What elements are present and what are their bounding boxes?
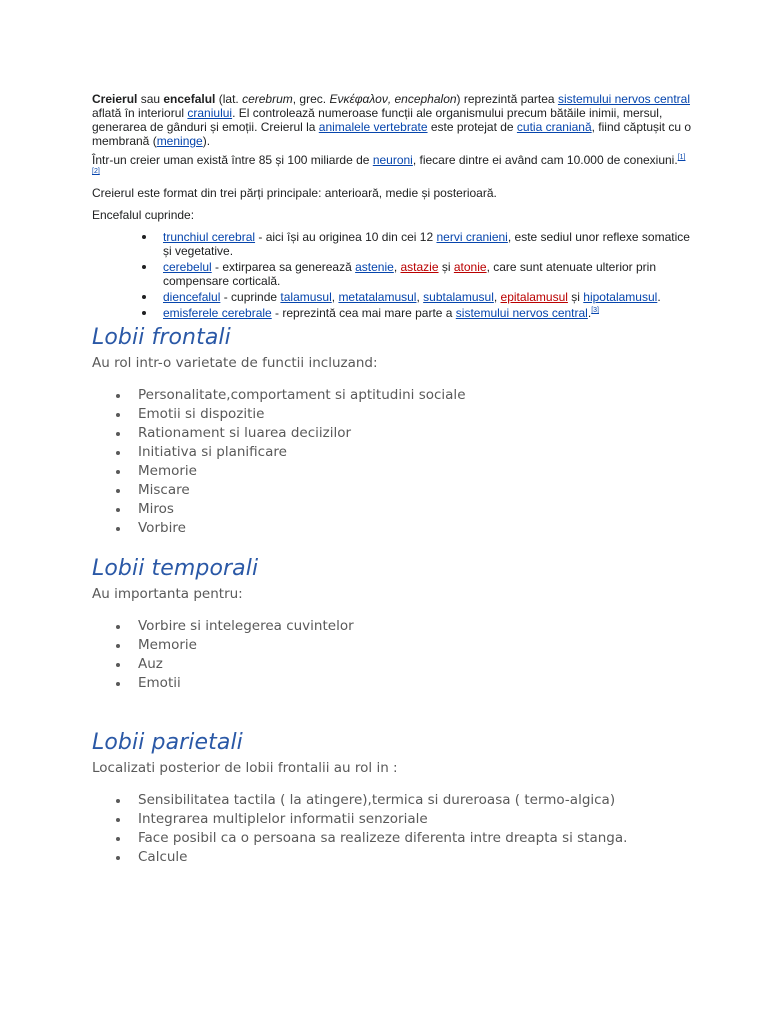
text: ).	[202, 134, 211, 148]
text: și	[438, 260, 454, 274]
link-atonie[interactable]: atonie	[453, 260, 487, 274]
list-item: Calcule	[138, 848, 692, 867]
section-lobii-frontali	[92, 324, 692, 538]
reference-link[interactable]: [3]	[591, 307, 599, 314]
list-item	[163, 230, 692, 258]
text: , grec.	[292, 92, 330, 106]
text: ,	[393, 260, 401, 274]
text: ,	[493, 290, 501, 304]
list-item: Vorbire si intelegerea cuvintelor	[138, 617, 692, 636]
text: - reprezintă cea mai mare parte a	[271, 306, 456, 320]
list-item: Memorie	[138, 462, 692, 481]
section-lobii-temporali	[92, 555, 692, 693]
link-cerebelul[interactable]: cerebelul	[163, 260, 212, 274]
link-sistemului-nervos-central[interactable]: sistemului nervos central	[557, 92, 690, 106]
link-meninge[interactable]: meninge	[156, 134, 203, 148]
link-metatalamusul[interactable]: metatalamusul	[338, 290, 417, 304]
list-item	[163, 260, 692, 288]
text: . El controlează numeroase funcții ale organismului precum bătăile inimii, mersul, generarea de gânduri și emoții. Creierul la	[92, 106, 663, 134]
term-creierul: Creierul	[92, 92, 138, 106]
encefal-list	[92, 230, 692, 320]
text: ,	[331, 290, 339, 304]
latin-term: cerebrum	[242, 92, 293, 106]
text: (lat.	[215, 92, 243, 106]
greek-term: Ενκέφαλον, encephalon	[329, 92, 457, 106]
link-craniului[interactable]: craniului	[187, 106, 233, 120]
link-emisferele-cerebrale[interactable]: emisferele cerebrale	[163, 306, 272, 320]
section-list	[92, 791, 692, 867]
document-page	[92, 92, 692, 867]
text: ) reprezintă partea	[456, 92, 558, 106]
link-cutia-craniana[interactable]: cutia craniană	[516, 120, 592, 134]
list-item: Personalitate,comportament si aptitudini sociale	[138, 386, 692, 405]
parts-paragraph: Creierul este format din trei părți principale: anterioară, medie și posterioară.	[92, 186, 497, 200]
section-intro: Au rol intr-o varietate de functii incluzand:	[92, 355, 378, 371]
text: - cuprinde	[220, 290, 281, 304]
text: aflată în interiorul	[92, 106, 188, 120]
link-nervi-cranieni[interactable]: nervi cranieni	[436, 230, 508, 244]
link-hipotalamusul[interactable]: hipotalamusul	[583, 290, 658, 304]
list-item	[163, 290, 692, 304]
text: Într-un creier uman există între 85 și 100 miliarde de	[92, 153, 373, 167]
link-sistemului-nervos-central[interactable]: sistemului nervos central	[455, 306, 588, 320]
link-neuroni[interactable]: neuroni	[372, 153, 413, 167]
section-intro: Au importanta pentru:	[92, 586, 243, 602]
wikipedia-excerpt	[92, 92, 692, 320]
text: - aici își au originea 10 din cei 12	[255, 230, 437, 244]
list-item: Emotii si dispozitie	[138, 405, 692, 424]
list-item: Miros	[138, 500, 692, 519]
text: ,	[416, 290, 424, 304]
link-animalele-vertebrate[interactable]: animalele vertebrate	[318, 120, 428, 134]
term-encefalul: encefalul	[163, 92, 216, 106]
section-list	[92, 386, 692, 538]
text: .	[587, 306, 592, 320]
section-intro: Localizati posterior de lobii frontalii au rol in :	[92, 760, 398, 776]
neurons-paragraph	[92, 153, 692, 181]
intro-paragraph	[92, 92, 692, 148]
reference-link[interactable]: [1][2]	[92, 154, 686, 175]
section-lobii-parietali	[92, 729, 692, 867]
section-title: Lobii temporali	[92, 556, 259, 581]
list-item: Sensibilitatea tactila ( la atingere),termica si dureroasa ( termo-algica)	[138, 791, 692, 810]
list-item: Integrarea multiplelor informatii senzoriale	[138, 810, 692, 829]
link-epitalamusul[interactable]: epitalamusul	[500, 290, 568, 304]
link-diencefalul[interactable]: diencefalul	[163, 290, 221, 304]
list-item: Miscare	[138, 481, 692, 500]
link-subtalamusul[interactable]: subtalamusul	[423, 290, 494, 304]
section-title: Lobii frontali	[92, 325, 231, 350]
list-item: Auz	[138, 655, 692, 674]
text: și	[567, 290, 584, 304]
text: , care sunt atenuate ulterior prin compensare corticală.	[163, 260, 657, 288]
list-item: Rationament si luarea deciizilor	[138, 424, 692, 443]
text: .	[657, 290, 661, 304]
list-item	[163, 306, 692, 320]
section-title: Lobii parietali	[92, 730, 243, 755]
text: este protejat de	[427, 120, 517, 134]
text: sau	[137, 92, 164, 106]
encefalul-heading: Encefalul cuprinde:	[92, 208, 195, 222]
list-item: Vorbire	[138, 519, 692, 538]
text: , este sediul unor reflexe somatice și vegetative.	[163, 230, 690, 258]
link-talamusul[interactable]: talamusul	[280, 290, 332, 304]
list-item: Initiativa si planificare	[138, 443, 692, 462]
list-item: Face posibil ca o persoana sa realizeze diferenta intre dreapta si stanga.	[138, 829, 692, 848]
text: , fiind căptușit cu o membrană (	[92, 120, 692, 148]
text: - extirparea sa generează	[211, 260, 356, 274]
link-astenie[interactable]: astenie	[355, 260, 394, 274]
text: , fiecare dintre ei având cam 10.000 de conexiuni.	[412, 153, 678, 167]
list-item: Memorie	[138, 636, 692, 655]
section-list	[92, 617, 692, 693]
list-item: Emotii	[138, 674, 692, 693]
link-astazie[interactable]: astazie	[400, 260, 439, 274]
link-trunchiul-cerebral[interactable]: trunchiul cerebral	[163, 230, 256, 244]
